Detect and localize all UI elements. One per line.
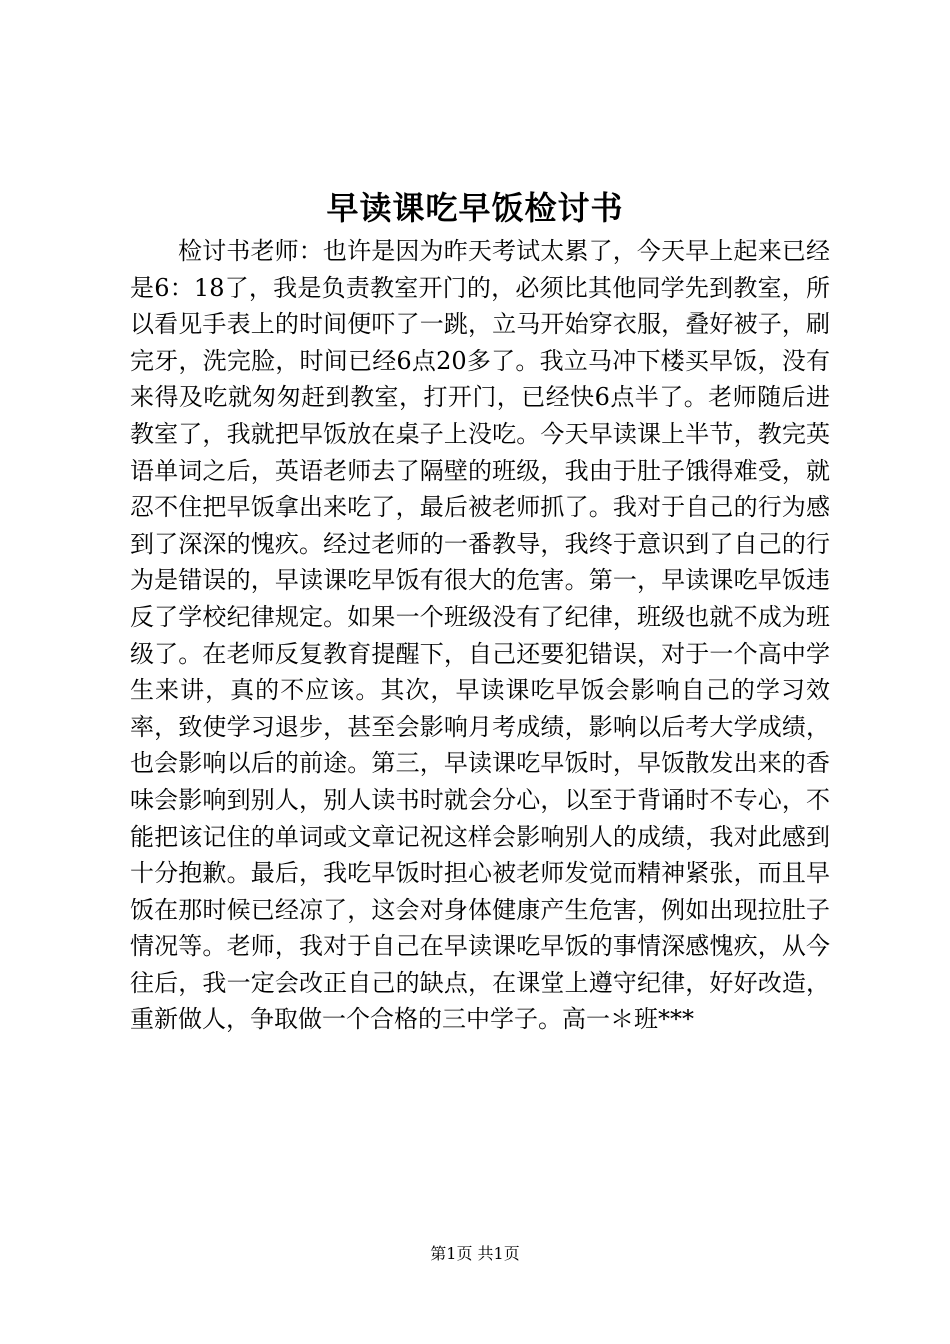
page-number-footer: 第1页 共1页	[430, 1244, 520, 1263]
document-title: 早读课吃早饭检讨书	[326, 189, 624, 227]
document-body-paragraph: 检讨书老师：也许是因为昨天考试太累了，今天早上起来已经是6：18了，我是负责教室开门的，必须比其他同学先到教室，所以看见手表上的时间便吓了一跳，立马开始穿衣服，叠好被子，刷完牙，洗完脸，时间已经6点20多了。我立马冲下楼买早饭，没有来得及吃就匆匆赶到教室，打开门，已经快6点半了。老师随后进教室了，我就把早饭放在桌子上没吃。今天早读课上半节，教完英语单词之后，英语老师去了隔壁的班级，我由于肚子饿得难受，就忍不住把早饭拿出来吃了，最后被老师抓了。我对于自己的行为感到了深深的愧疚。经过老师的一番教导，我终于意识到了自己的行为是错误的，早读课吃早饭有很大的危害。第一，早读课吃早饭违反了学校纪律规定。如果一个班级没有了纪律，班级也就不成为班级了。在老师反复教育提醒下，自己还要犯错误，对于一个高中学生来讲，真的不应该。其次，早读课吃早饭会影响自己的学习效率，致使学习退步，甚至会影响月考成绩，影响以后考大学成绩，也会影响以后的前途。第三，早读课吃早饭时，早饭散发出来的香味会影响到别人，别人读书时就会分心，以至于背诵时不专心，不能把该记住的单词或文章记祝这样会影响别人的成绩，我对此感到十分抱歉。最后，我吃早饭时担心被老师发觉而精神紧张，而且早饭在那时候已经凉了，这会对身体健康产生危害，例如出现拉肚子情况等。老师，我对于自己在早读课吃早饭的事情深感愧疚，从今往后，我一定会改正自己的缺点，在课堂上遵守纪律，好好改造，重新做人，争取做一个合格的三中学子。高一＊班***	[130, 237, 830, 1034]
